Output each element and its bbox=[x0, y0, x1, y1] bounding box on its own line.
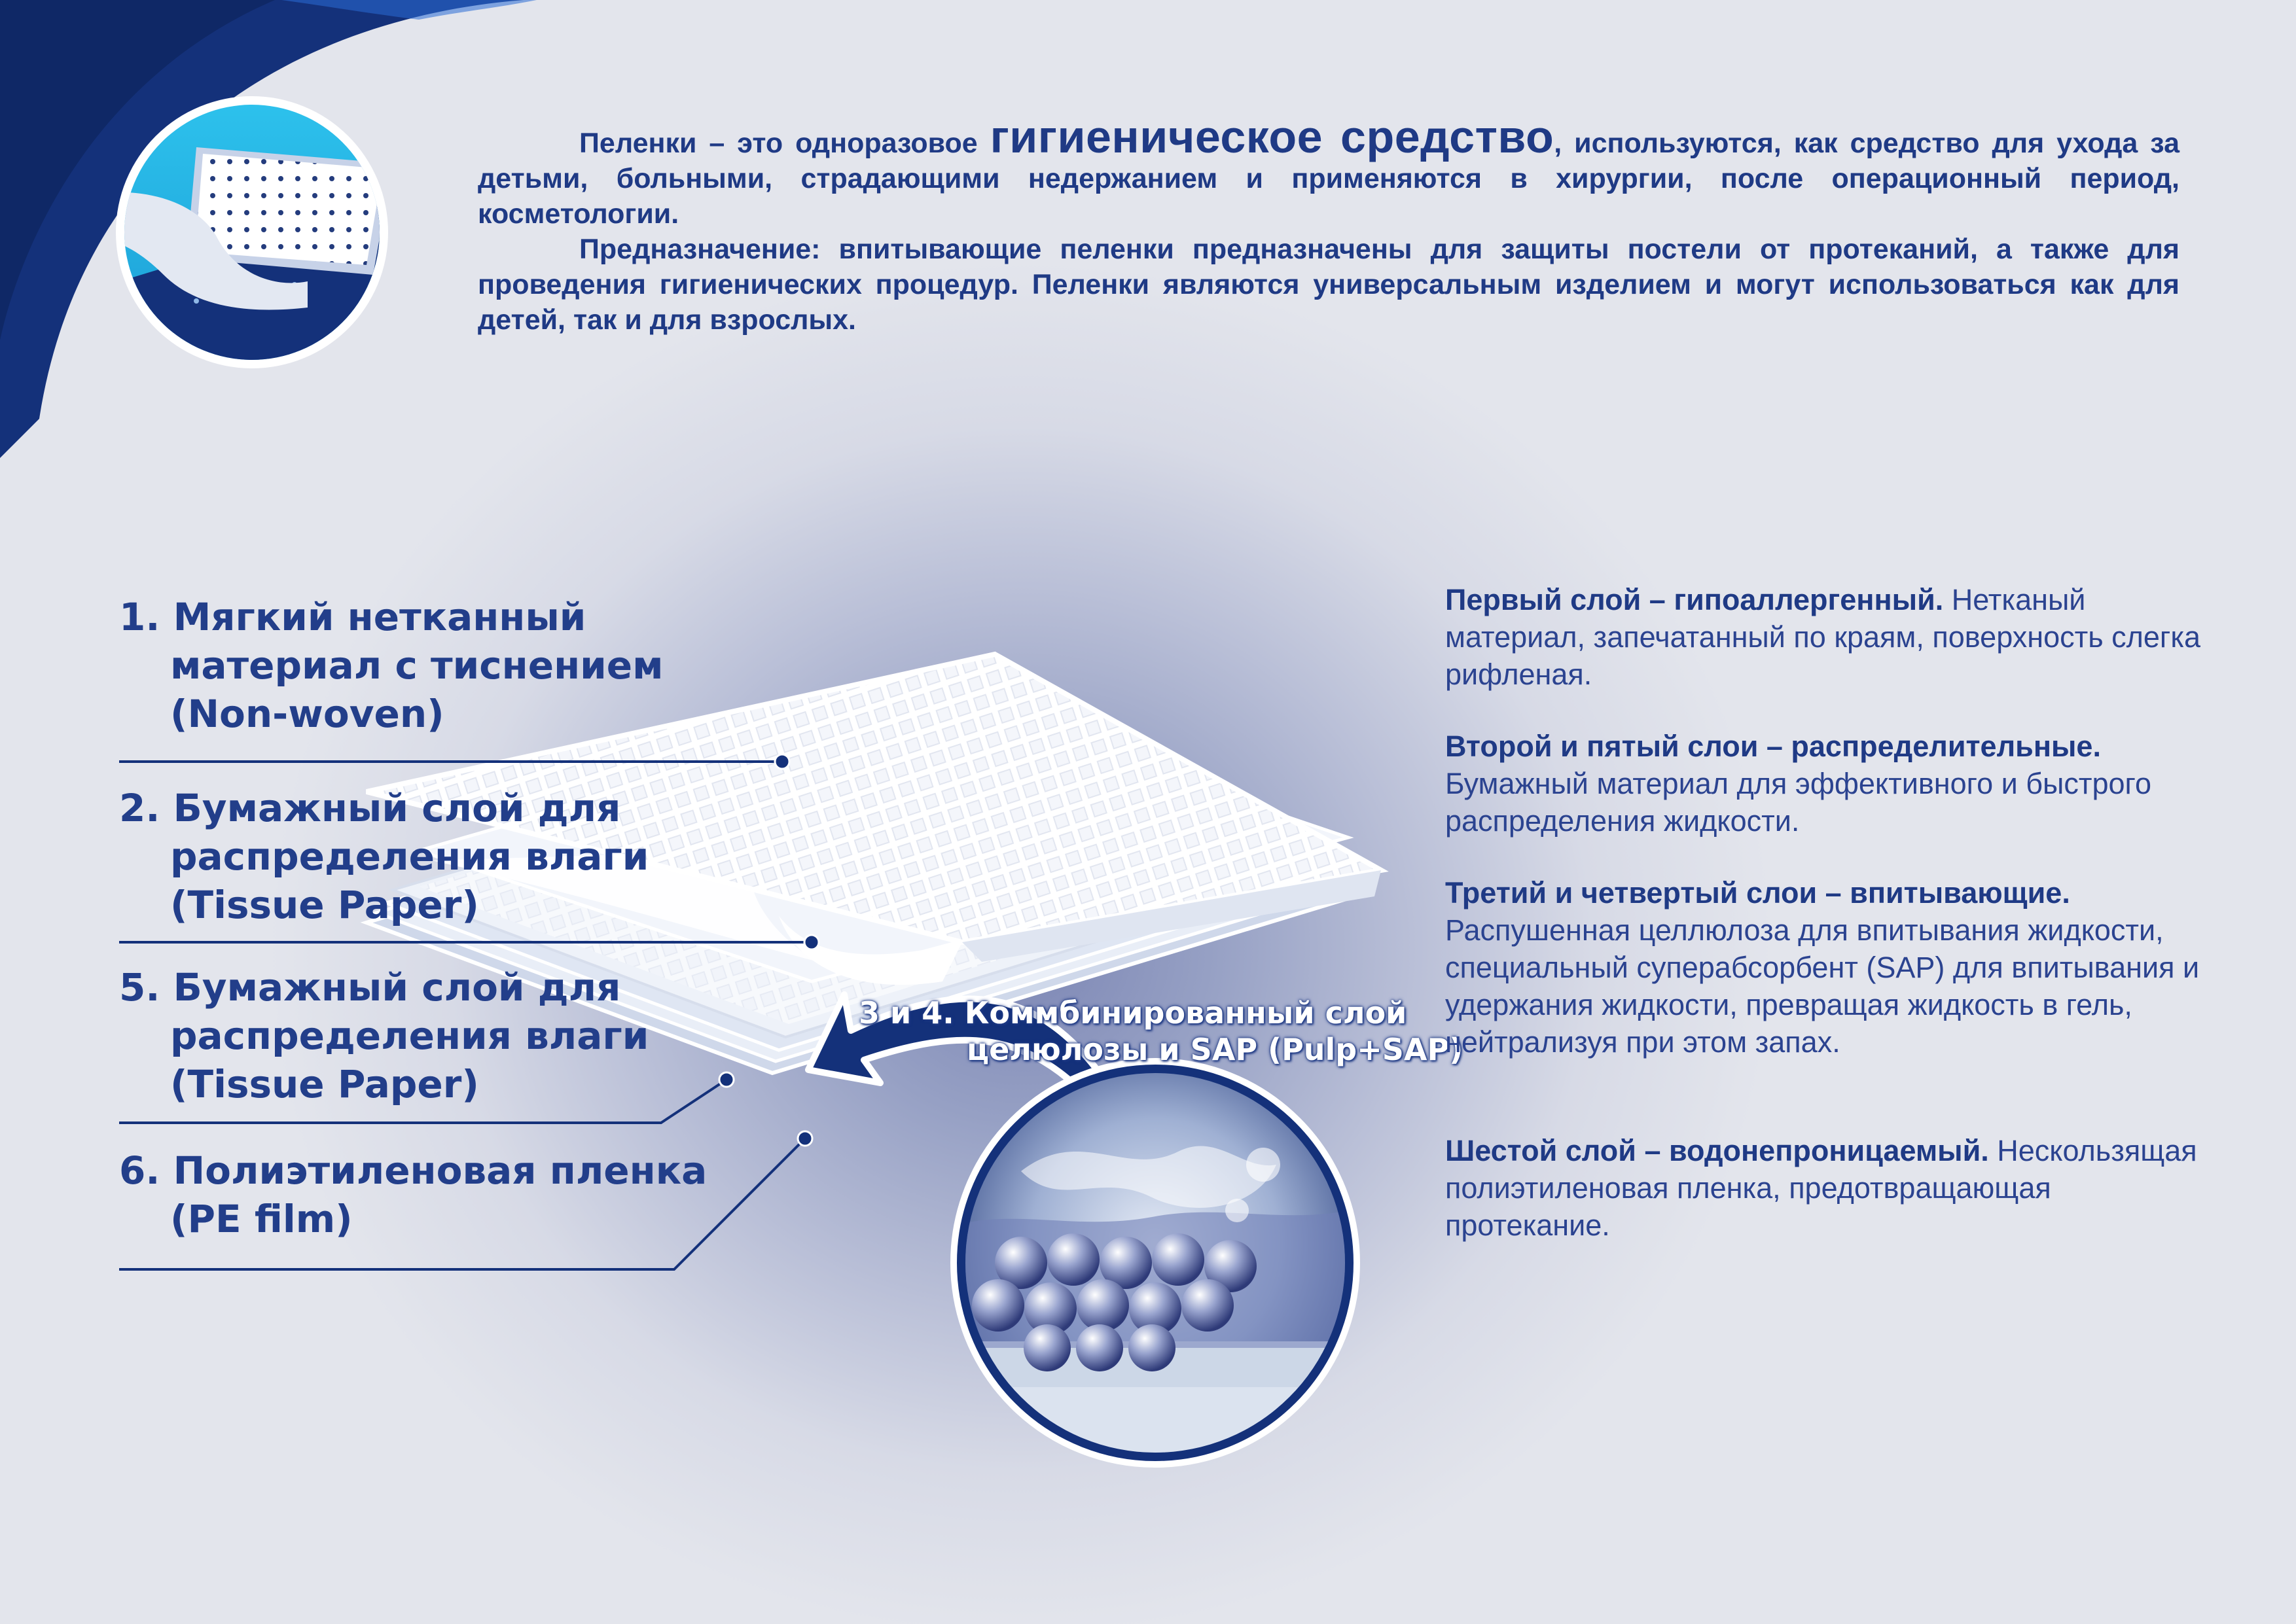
layer-label-1: 1. Мягкий нетканный материал с тиснением (Non-woven) bbox=[119, 595, 664, 736]
layer-label-5: 5. Бумажный слой для распределения влаги (Tissue Paper) bbox=[119, 965, 649, 1106]
layer-label-2: 2. Бумажный слой для распределения влаги (Tissue Paper) bbox=[119, 786, 649, 927]
description-layer-6: Шестой слой – водонепроницаемый. Нескользящая полиэтиленовая пленка, предотвращающая протекание. bbox=[1445, 1134, 2197, 1242]
intro-emphasis: гигиеническое средство bbox=[990, 111, 1554, 162]
sap-granules-magnified-view bbox=[954, 1061, 1357, 1466]
description-layers-3-4: Третий и четвертый слои – впитывающие. Распушенная целлюлоза для впитывания жидкости, специальный суперабсорбент (SAP) для впитывания и удержания жидкости, превращая жидкость в гель, нейтрализуя при этом запах. bbox=[1445, 876, 2200, 1059]
intro-paragraph-2: Предназначение: впитывающие пеленки предназначены для защиты постели от протеканий, а также для проведения гигиенических процедур. Пеленки являются универсальным изделием и могут использоваться как для детей, так и для взрослых. bbox=[478, 234, 2179, 336]
callout-layers-3-4: 3 и 4. Коммбинированный слой целюлозы и SAP (Pulp+SAP) bbox=[859, 995, 1463, 1067]
layer-label-6: 6. Полиэтиленовая пленка (PE film) bbox=[119, 1148, 708, 1241]
intro-paragraph-1: Пеленки – это одноразовое гигиеническое средство, используются, как средство для ухода за детьми, больными, страдающими недержанием и применяются в хирургии, после операционный период, косметологии. bbox=[478, 111, 2179, 230]
description-layer-1: Первый слой – гипоаллергенный. Нетканый материал, запечатанный по краям, поверхность слегка рифленая. bbox=[1445, 583, 2201, 691]
intro-text bbox=[478, 111, 2179, 338]
description-layers-2-5: Второй и пятый слои – распределительные. Бумажный материал для эффективного и быстрого распределения жидкости. bbox=[1445, 730, 2151, 838]
